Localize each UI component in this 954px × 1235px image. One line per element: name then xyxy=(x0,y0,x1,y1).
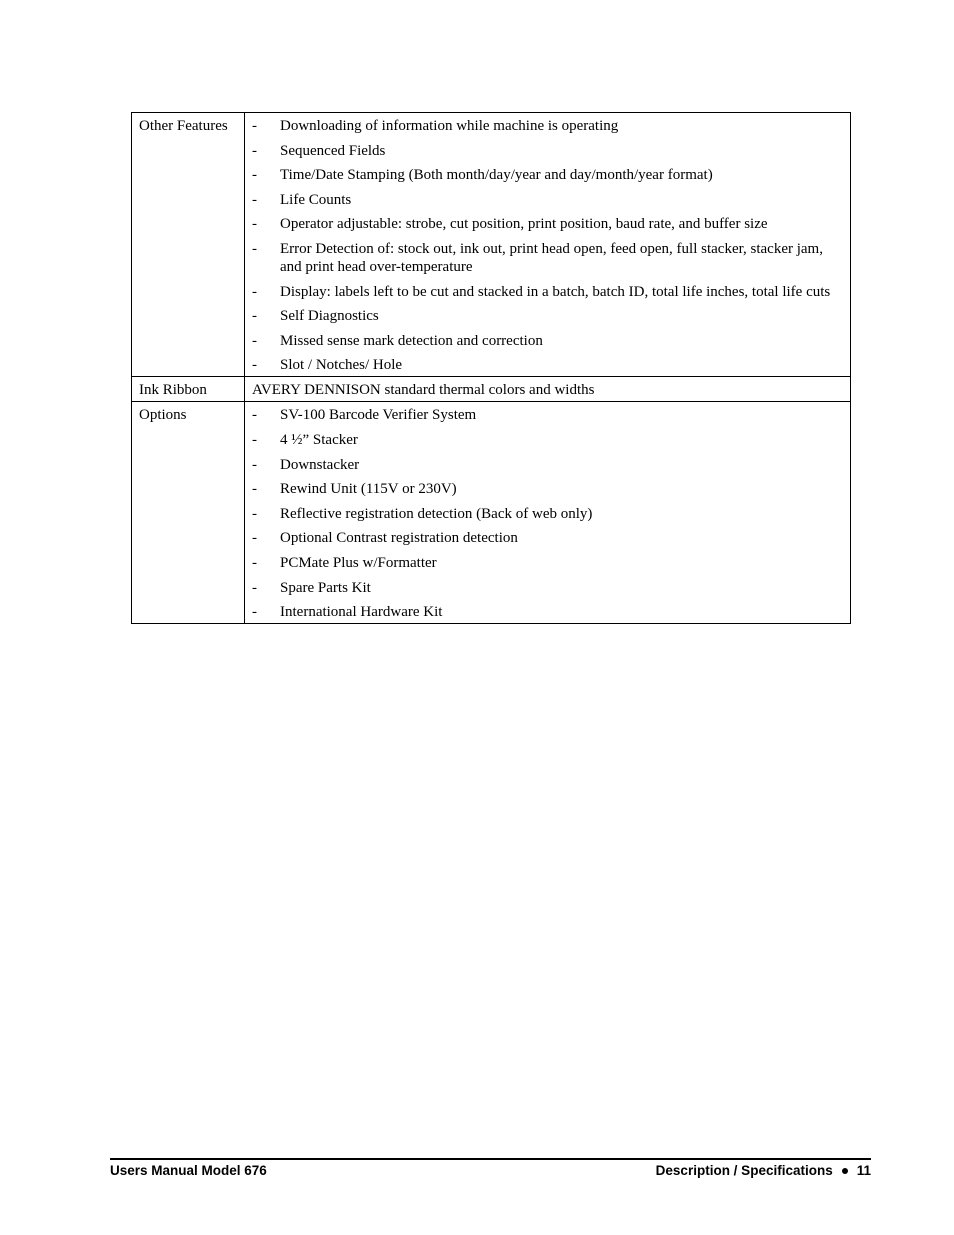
list-item xyxy=(252,215,846,233)
row-value xyxy=(245,402,851,624)
list-item xyxy=(252,283,846,301)
dash-bullet-icon: - xyxy=(252,191,257,208)
dash-bullet-icon: - xyxy=(252,357,257,374)
dash-bullet-icon: - xyxy=(252,604,257,621)
list-item-text: Error Detection of: stock out, ink out, print head open, feed open, full stacker, stacker jam, and print head over-temperature xyxy=(280,240,823,275)
spec-row-other-features xyxy=(132,113,851,377)
list-item xyxy=(252,431,846,449)
list-item xyxy=(252,117,846,135)
dash-bullet-icon: - xyxy=(252,456,257,473)
list-item-text: Time/Date Stamping (Both month/day/year and day/month/year format) xyxy=(280,167,713,184)
dash-bullet-icon: - xyxy=(252,579,257,596)
list-item xyxy=(252,579,846,597)
list-item-text: Optional Contrast registration detection xyxy=(280,530,518,547)
row-value: AVERY DENNISON standard thermal colors and widths xyxy=(245,377,851,402)
list-item xyxy=(252,554,846,572)
list-item-text: International Hardware Kit xyxy=(280,604,443,621)
dash-bullet-icon: - xyxy=(252,142,257,159)
footer-manual-title: Users Manual Model 676 xyxy=(110,1163,267,1178)
dash-bullet-icon: - xyxy=(252,167,257,184)
list-item xyxy=(252,166,846,184)
list-item-text: Self Diagnostics xyxy=(280,308,379,325)
list-item-text: Reflective registration detection (Back of web only) xyxy=(280,505,593,522)
list-item xyxy=(252,356,846,374)
dash-bullet-icon: - xyxy=(252,530,257,547)
footer-section-title: Description / Specifications xyxy=(655,1163,833,1178)
dash-bullet-icon: - xyxy=(252,407,257,424)
dash-bullet-icon: - xyxy=(252,308,257,325)
bullet-dot-icon xyxy=(842,1168,848,1174)
dash-bullet-icon: - xyxy=(252,216,257,233)
row-label: Ink Ribbon xyxy=(132,377,245,402)
dash-bullet-icon: - xyxy=(252,240,257,257)
dash-bullet-icon: - xyxy=(252,283,257,300)
page-footer xyxy=(110,1158,871,1179)
list-item xyxy=(252,529,846,547)
row-label: Options xyxy=(132,402,245,624)
list-item xyxy=(252,332,846,350)
list-item xyxy=(252,307,846,325)
list-item-text: 4 ½” Stacker xyxy=(280,431,358,448)
spec-row-options xyxy=(132,402,851,624)
list-item-text: PCMate Plus w/Formatter xyxy=(280,554,437,571)
list-item-text: Downstacker xyxy=(280,456,360,473)
specifications-table xyxy=(131,112,851,624)
list-item xyxy=(252,603,846,621)
dash-bullet-icon: - xyxy=(252,431,257,448)
dash-bullet-icon: - xyxy=(252,332,257,349)
other-features-list xyxy=(252,117,846,374)
dash-bullet-icon: - xyxy=(252,118,257,134)
list-item xyxy=(252,240,846,276)
list-item xyxy=(252,406,846,424)
list-item xyxy=(252,456,846,474)
list-item-text: Spare Parts Kit xyxy=(280,579,371,596)
options-list xyxy=(252,406,846,621)
dash-bullet-icon: - xyxy=(252,554,257,571)
row-label: Other Features xyxy=(132,113,245,377)
list-item-text: Missed sense mark detection and correction xyxy=(280,332,543,349)
spec-row-ink-ribbon xyxy=(132,377,851,402)
list-item-text: Life Counts xyxy=(280,191,352,208)
footer-section-info xyxy=(656,1163,871,1179)
list-item-text: SV-100 Barcode Verifier System xyxy=(280,407,477,424)
page-number: 11 xyxy=(856,1163,871,1178)
list-item-text: Rewind Unit (115V or 230V) xyxy=(280,481,457,498)
dash-bullet-icon: - xyxy=(252,505,257,522)
list-item xyxy=(252,191,846,209)
list-item-text: Downloading of information while machine is operating xyxy=(280,118,619,134)
row-value xyxy=(245,113,851,377)
list-item xyxy=(252,480,846,498)
dash-bullet-icon: - xyxy=(252,481,257,498)
list-item xyxy=(252,505,846,523)
list-item-text: Slot / Notches/ Hole xyxy=(280,357,403,374)
list-item-text: Operator adjustable: strobe, cut position, print position, baud rate, and buffer size xyxy=(280,216,768,233)
list-item xyxy=(252,142,846,160)
list-item-text: Sequenced Fields xyxy=(280,142,386,159)
list-item-text: Display: labels left to be cut and stacked in a batch, batch ID, total life inches, total life cuts xyxy=(280,283,831,300)
